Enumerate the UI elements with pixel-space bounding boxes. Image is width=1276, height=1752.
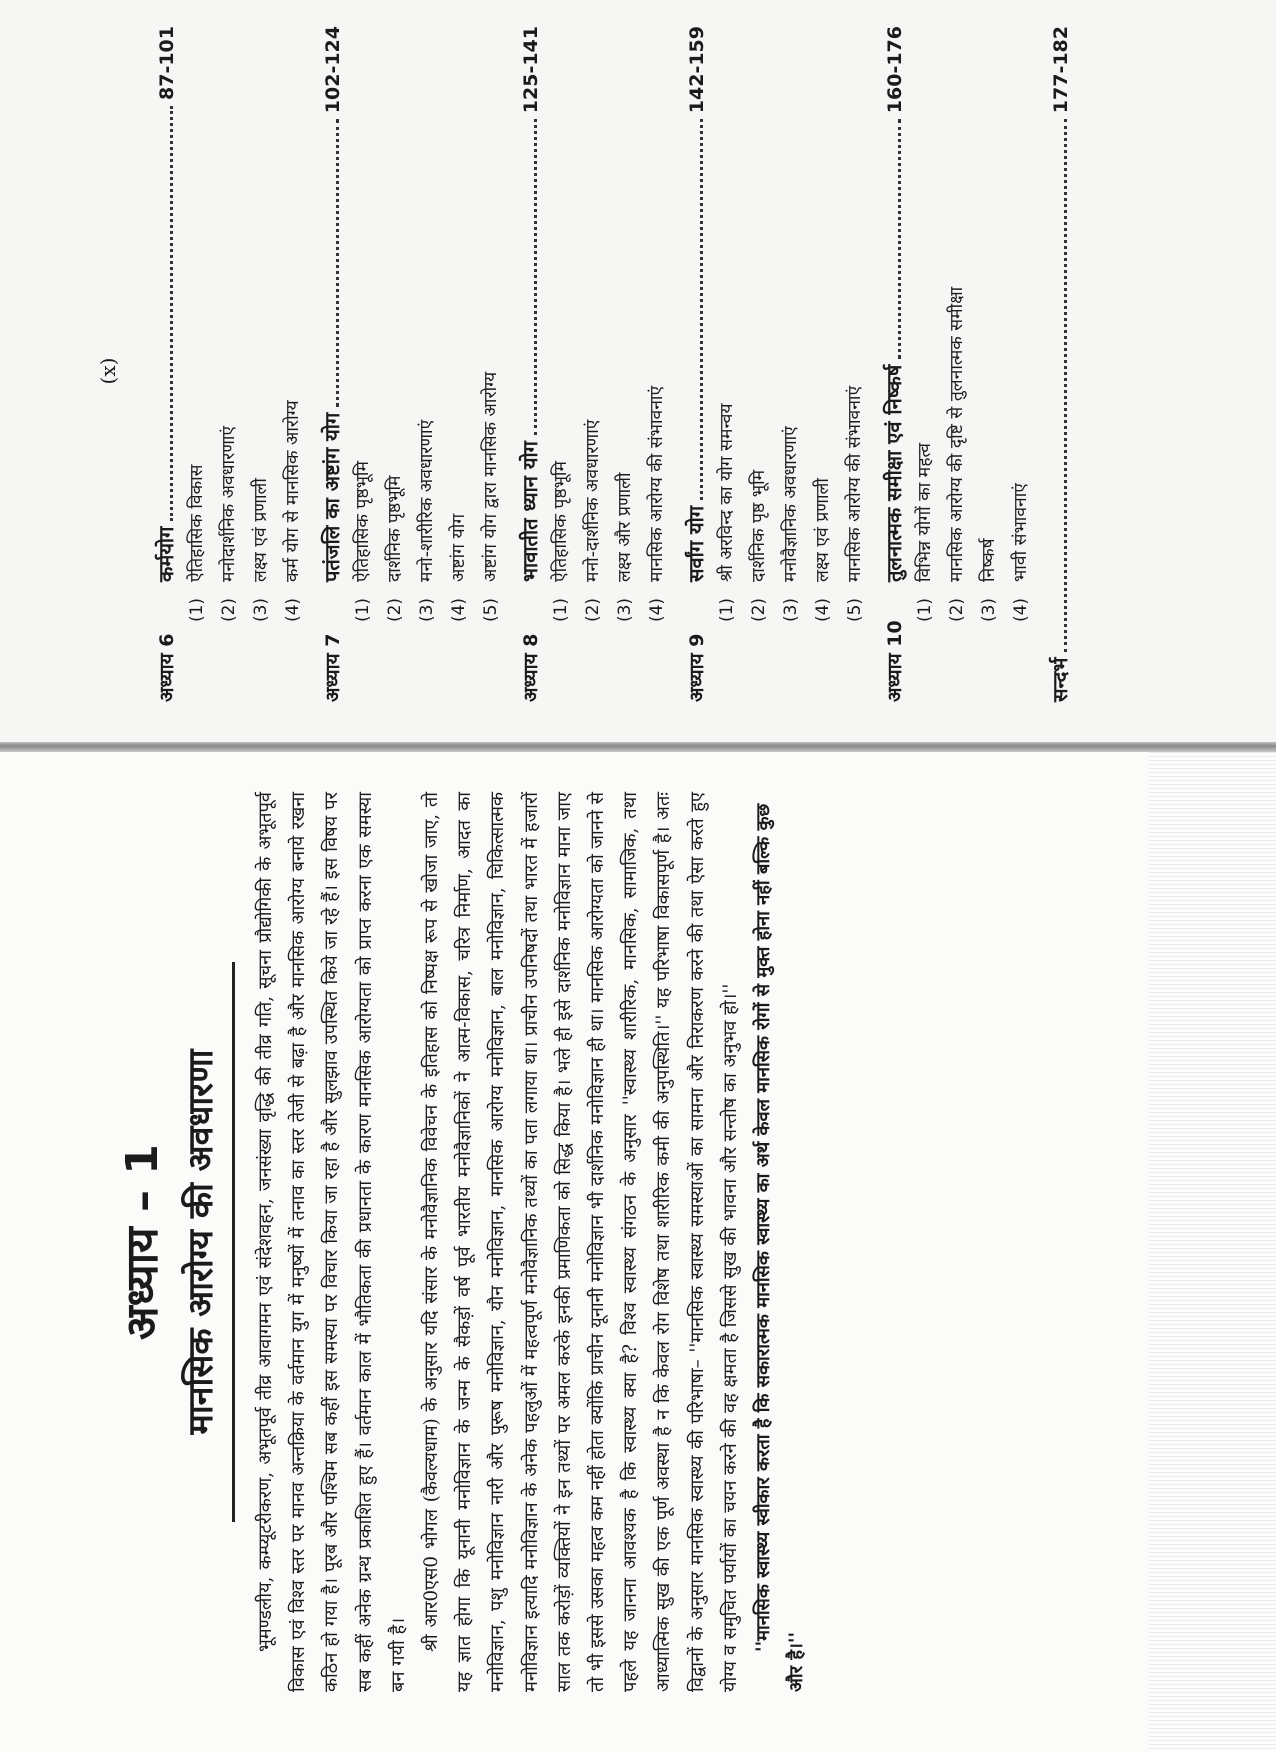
toc-section-number: (3) bbox=[615, 597, 635, 623]
toc-section-title: मनो-शारीरिक अवधारणाएं bbox=[417, 419, 437, 582]
toc-chapter-row bbox=[682, 22, 714, 702]
toc-section-row bbox=[714, 22, 746, 702]
toc-section-row bbox=[382, 22, 414, 702]
toc-section-row bbox=[810, 22, 842, 702]
toc-chapter-row bbox=[880, 22, 912, 702]
toc-section-title: अष्टांग योग द्वारा मानसिक आरोग्य bbox=[481, 371, 501, 582]
toc-section-title: विभिन्न योगों का महत्व bbox=[915, 443, 935, 582]
toc-section-title: निष्कर्ष bbox=[979, 538, 999, 582]
toc-section-row bbox=[248, 22, 280, 702]
toc-page-range: 102-124 bbox=[322, 26, 344, 114]
toc-chapter-label: अध्याय 6 bbox=[156, 633, 178, 702]
chapter-title: मानसिक आरोग्य की अवधारणा bbox=[181, 1049, 221, 1435]
toc-section-number: (1) bbox=[353, 597, 373, 623]
toc-section-row bbox=[350, 22, 382, 702]
toc-leader-dots bbox=[336, 119, 339, 407]
toc-section-number: (3) bbox=[417, 597, 437, 623]
toc-chapter-label: अध्याय 10 bbox=[884, 620, 906, 702]
toc-chapter-title: कर्मयोग bbox=[154, 526, 178, 582]
toc-section-row bbox=[944, 22, 976, 702]
toc-section-row bbox=[216, 22, 248, 702]
chapter-number: अध्याय – 1 bbox=[117, 1144, 168, 1340]
toc-section-row bbox=[778, 22, 810, 702]
page-edge-shadow bbox=[1150, 742, 1276, 1752]
toc-page-range: 177-182 bbox=[1050, 26, 1072, 114]
toc-section-title: दार्शनिक पृष्ठ भूमि bbox=[749, 469, 769, 582]
toc-section-row bbox=[414, 22, 446, 702]
toc-section-number: (1) bbox=[915, 597, 935, 623]
toc-chapter-row bbox=[516, 22, 548, 702]
toc-section-number: (4) bbox=[1011, 597, 1031, 623]
chapter-page bbox=[0, 742, 1276, 1752]
toc-section-row bbox=[446, 22, 478, 702]
toc-section-number: (1) bbox=[187, 597, 207, 623]
toc-section-number: (2) bbox=[947, 597, 967, 623]
toc-section-title: भावी संभावनाएं bbox=[1011, 483, 1031, 582]
toc-chapter-label: अध्याय 9 bbox=[686, 633, 708, 702]
toc-section-number: (2) bbox=[219, 597, 239, 623]
toc-chapter-title: तुलनात्मक समीक्षा एवं निष्कर्ष bbox=[882, 364, 906, 582]
toc-section-title: मनोदार्शनिक अवधारणाएं bbox=[219, 425, 239, 582]
toc-section-title: श्री अरविन्द का योग समन्वय bbox=[717, 403, 737, 582]
toc-section-title: दार्शनिक पृष्ठभूमि bbox=[385, 475, 405, 582]
toc-section-title: कर्म योग से मानसिक आरोग्य bbox=[283, 400, 303, 582]
toc-chapter-label: अध्याय 8 bbox=[520, 633, 542, 702]
toc-section-title: मानसिक आरोग्य की संभावनाएं bbox=[845, 385, 865, 582]
toc-section-title: मानसिक आरोग्य की दृष्टि से तुलनात्मक समीक्षा bbox=[947, 286, 967, 582]
toc-leader-dots bbox=[700, 119, 703, 500]
table-of-contents bbox=[146, 22, 1078, 702]
toc-section-row bbox=[746, 22, 778, 702]
title-underline bbox=[232, 962, 235, 1522]
quote-paragraph: ''मानसिक स्वास्थ्य स्वीकार करता है कि सकारात्मक मानसिक स्वास्थ्य का अर्थ केवल मानसिक रोगों से मुक्त होना नहीं बल्कि कुछ और है।'' bbox=[753, 803, 808, 1692]
toc-section-number: (2) bbox=[385, 597, 405, 623]
toc-references-row bbox=[1046, 22, 1078, 702]
toc-section-title: ऐतिहासिक पृष्ठभूमि bbox=[551, 461, 571, 582]
toc-leader-dots bbox=[170, 106, 173, 521]
toc-page-range: 142-159 bbox=[686, 26, 708, 114]
toc-section-title: मानसिक आरोग्य की संभावनाएं bbox=[647, 385, 667, 582]
toc-leader-dots bbox=[534, 119, 537, 435]
toc-section-row bbox=[478, 22, 510, 702]
toc-section-number: (3) bbox=[979, 597, 999, 623]
toc-section-number: (3) bbox=[781, 597, 801, 623]
toc-section-title: लक्ष्य और प्रणाली bbox=[615, 472, 635, 582]
contents-page bbox=[0, 0, 1276, 742]
toc-section-row bbox=[580, 22, 612, 702]
toc-section-title: ऐतिहासिक विकास bbox=[187, 464, 207, 582]
toc-section-number: (5) bbox=[845, 597, 865, 623]
toc-section-number: (3) bbox=[251, 597, 271, 623]
toc-chapter-title: सर्वांग योग bbox=[684, 505, 708, 582]
toc-section-row bbox=[184, 22, 216, 702]
toc-chapter-title: पतंजलि का अष्टांग योग bbox=[320, 412, 344, 582]
toc-chapter-row bbox=[318, 22, 350, 702]
toc-section-row bbox=[912, 22, 944, 702]
toc-page-range: 125-141 bbox=[520, 26, 542, 114]
chapter-content bbox=[110, 792, 813, 1692]
toc-section-number: (5) bbox=[481, 597, 501, 623]
toc-section-title: लक्ष्य एवं प्रणाली bbox=[813, 478, 833, 582]
toc-leader-dots bbox=[898, 119, 901, 358]
toc-section-number: (4) bbox=[813, 597, 833, 623]
toc-chapter-title: भावातीत ध्यान योग bbox=[518, 441, 542, 582]
toc-section-row bbox=[280, 22, 312, 702]
toc-section-row bbox=[976, 22, 1008, 702]
toc-section-row bbox=[842, 22, 874, 702]
toc-section-row bbox=[644, 22, 676, 702]
toc-page-range: 160-176 bbox=[884, 26, 906, 114]
page-number: (x) bbox=[96, 357, 120, 385]
toc-section-row bbox=[548, 22, 580, 702]
toc-leader-dots bbox=[1064, 119, 1067, 651]
toc-section-row bbox=[1008, 22, 1040, 702]
toc-section-title: ऐतिहासिक पृष्ठभूमि bbox=[353, 461, 373, 582]
toc-section-number: (1) bbox=[551, 597, 571, 623]
toc-section-title: अष्टांग योग bbox=[449, 513, 469, 582]
toc-section-number: (4) bbox=[647, 597, 667, 623]
paragraph: श्री आर0एस0 भोगल (कैवल्यधाम) के अनुसार यदि संसार के मनोवैज्ञानिक विवेचन के इतिहास को निष्पक्ष रूप से खोजा जाए, तो यह ज्ञात होगा कि यूनानी मनोविज्ञान के जन्म के सैकड़ों वर्ष पूर्व भारतीय मनोवैज्ञानिकों ने आत्म-विकास, चरित्र निर्माण, आदत का मनोविज्ञान, पशु मनोविज्ञान नारी और पुरूष मनोविज्ञान, यौन मनोविज्ञान, मानसिक आरोग्य मनोविज्ञान, बाल मनोविज्ञान, चिकित्सात्मक मनोविज्ञान इत्यादि मनोविज्ञान के अनेक पहलुओं में महत्वपूर्ण मनोवैज्ञानिक तथ्यों का पता लगाया था। प्राचीन उपनिषदों तथा भारत में हजारों साल तक करोड़ों व्यक्तियों ने इन तथ्यों पर अमल करके इनकी प्रमाणिकता को सिद्ध किया है। भले ही इसे दार्शनिक मनोविज्ञान माना जाए तो भी इससे उसका महत्व कम नहीं होता क्योंकि प्राचीन यूनानी मनोविज्ञान भी दार्शनिक मनोविज्ञान ही था। मानसिक आरोग्यता को जानने से पहले यह जानना आवश्यक है कि स्वास्थ्य क्या है? विश्व स्वास्थ्य संगठन के अनुसार ''स्वास्थ्य शारीरिक, मानसिक, सामाजिक, तथा आध्यात्मिक सुख की एक पूर्ण अवस्था है न कि केवल रोग विशेष तथा शारीरिक कमी की अनुपस्थिति।'' यह परिभाषा विकासपूर्ण है। अतः विद्वानों के अनुसार मानसिक स्वास्थ्य की परिभाषा– ''मानसिक स्वास्थ्य समस्याओं का सामना और निराकरण करने की तथा ऐसा करते हुए योग्य व समुचित पर्यायों का चयन करने की वह क्षमता है जिससे सुख की भावना और सन्तोष का अनुभव हो।'' bbox=[421, 792, 741, 1692]
toc-section-title: मनोवैज्ञानिक अवधारणाएं bbox=[781, 426, 801, 582]
toc-section-row bbox=[612, 22, 644, 702]
toc-section-number: (4) bbox=[283, 597, 303, 623]
toc-section-number: (2) bbox=[583, 597, 603, 623]
toc-section-number: (4) bbox=[449, 597, 469, 623]
paragraph: भूमण्डलीय, कम्प्यूटरीकरण, अभूतपूर्व तीव्र आवागमन एवं संदेशवहन, जनसंख्या वृद्धि की तीव्र गति, सूचना प्रौद्योगिकी के अभूतपूर्व विकास एवं विश्व स्तर पर मानव अन्तक्रिया के वर्तमान युग में मनुष्यों में तनाव का स्तर तेजी से बढ़ा है और मानसिक आरोग्य बनाये रखना कठिन हो गया है। पूरब और पश्चिम सब कहीं इस समस्या पर विचार किया जा रहा है और सुलझाव उपस्थित किये जा रहे हैं। इस विषय पर सब कहीं अनेक ग्रन्थ प्रकाशित हुए हैं। वर्तमान काल में भौतिकता की प्रधानता के कारण मानसिक आरोग्यता को प्राप्त करना एक समस्या बन गयी है। bbox=[255, 792, 409, 1692]
toc-page-range: 87-101 bbox=[156, 26, 178, 100]
toc-references-title: सन्दर्भ bbox=[1048, 657, 1072, 702]
toc-section-number: (2) bbox=[749, 597, 769, 623]
toc-section-title: लक्ष्य एवं प्रणाली bbox=[251, 478, 271, 582]
toc-section-title: मनो-दार्शनिक अवधारणाएं bbox=[583, 419, 603, 582]
toc-chapter-label: अध्याय 7 bbox=[322, 633, 344, 702]
toc-section-number: (1) bbox=[717, 597, 737, 623]
toc-chapter-row bbox=[152, 22, 184, 702]
